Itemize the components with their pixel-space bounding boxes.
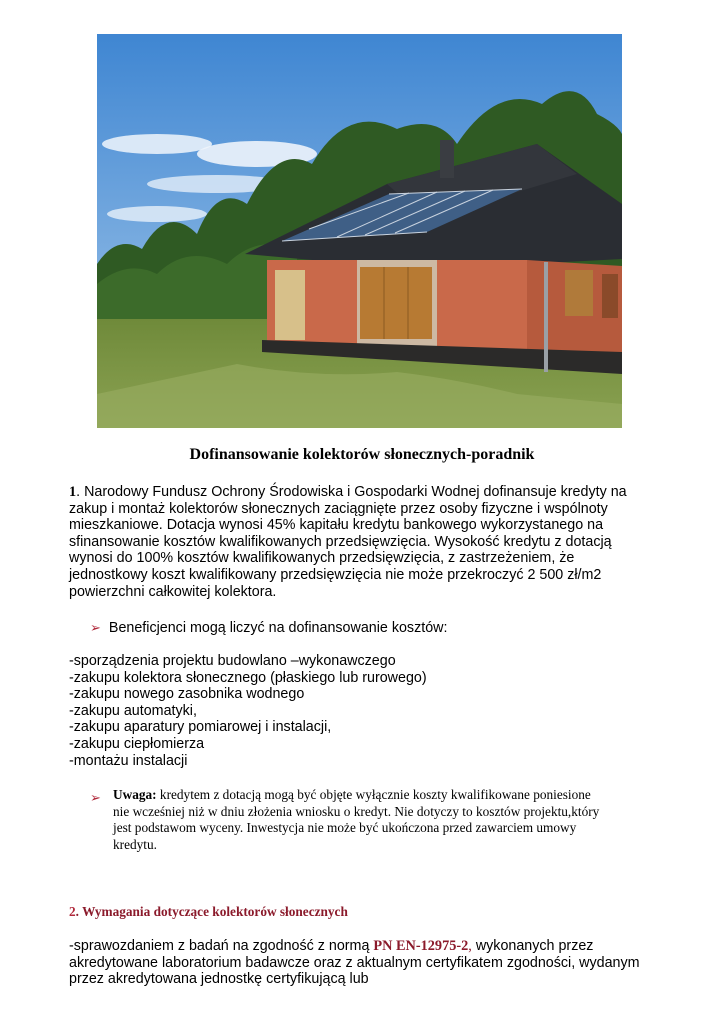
paragraph-line: przez akredytowana jednostkę certyfikującą lub xyxy=(69,971,369,988)
paragraph-line: powierzchni całkowitej kolektora. xyxy=(69,583,277,600)
list-item: -zakupu kolektora słonecznego (płaskiego lub rurowego) xyxy=(69,669,427,686)
note-line: jest podstawom wyceny. Inwestycja nie może być ukończona przed zawarciem umowy xyxy=(113,820,577,835)
paragraph-line: wynosi do 100% kosztów kwalifikowanych przedsięwzięcia, z zastrzeżeniem, że xyxy=(69,550,575,567)
paragraph-line: zakup i montaż kolektorów słonecznych zaciągnięte przez osoby fizyczne i wspólnoty xyxy=(69,500,608,517)
house-photo xyxy=(97,34,622,428)
list-item: -montażu instalacji xyxy=(69,752,188,769)
page-title: Dofinansowanie kolektorów słonecznych-poradnik xyxy=(189,446,535,463)
paragraph-line: jednostkowy koszt kwalifikowany przedsięwzięcia nie może przekroczyć 2 500 zł/m2 xyxy=(69,566,602,583)
beneficiaries-bullet xyxy=(90,620,447,636)
note-label: Uwaga: xyxy=(113,787,157,802)
note-block xyxy=(113,787,633,853)
arrow-bullet-icon: ➢ xyxy=(90,620,101,635)
section-number: 1 xyxy=(69,484,77,500)
note-line: kredytu. xyxy=(113,836,157,852)
standard-reference: PN EN-12975-2 xyxy=(373,938,469,954)
cost-list xyxy=(69,653,659,769)
section-1-paragraph xyxy=(69,484,659,600)
paragraph-line: sfinansowanie kosztów kwalifikowanych przedsięwzięcia. Wysokość kredytu z dotacją xyxy=(69,533,612,550)
paragraph-line: mieszkaniowe. Dotacja wynosi 45% kapitału kredytu bankowego wykorzystanego na xyxy=(69,517,604,534)
note-line: nie wcześniej niż w dniu złożenia wniosku o kredyt. Nie dotyczy to kosztów projektu,który xyxy=(113,803,600,819)
list-item: -zakupu aparatury pomiarowej i instalacji, xyxy=(69,719,332,736)
paragraph-line: akredytowane laboratorium badawcze oraz z aktualnym certyfikatem zgodności, wydanym xyxy=(69,954,640,971)
bullet-text: Beneficjenci mogą liczyć na dofinansowanie kosztów: xyxy=(108,620,448,636)
section-2-paragraph xyxy=(69,938,659,988)
arrow-bullet-icon: ➢ xyxy=(90,790,101,805)
list-item: -zakupu nowego zasobnika wodnego xyxy=(69,686,305,703)
list-item: -zakupu ciepłomierza xyxy=(69,735,205,752)
section-2-heading: 2. Wymagania dotyczące kolektorów słonecznych xyxy=(69,904,348,919)
list-item: -zakupu automatyki, xyxy=(69,702,197,719)
note-line: Uwaga: kredytem z dotacją mogą być objęte wyłącznie koszty kwalifikowane poniesione xyxy=(113,787,591,802)
section-number: 2 xyxy=(69,904,76,919)
list-item: -sporządzenia projektu budowlano –wykonawczego xyxy=(69,653,396,669)
paragraph-line: -sprawozdaniem z badań na zgodność z normą PN EN-12975-2, wykonanych przez xyxy=(69,938,594,954)
paragraph-line: 1. Narodowy Fundusz Ochrony Środowiska i Gospodarki Wodnej dofinansuje kredyty na xyxy=(69,484,627,500)
